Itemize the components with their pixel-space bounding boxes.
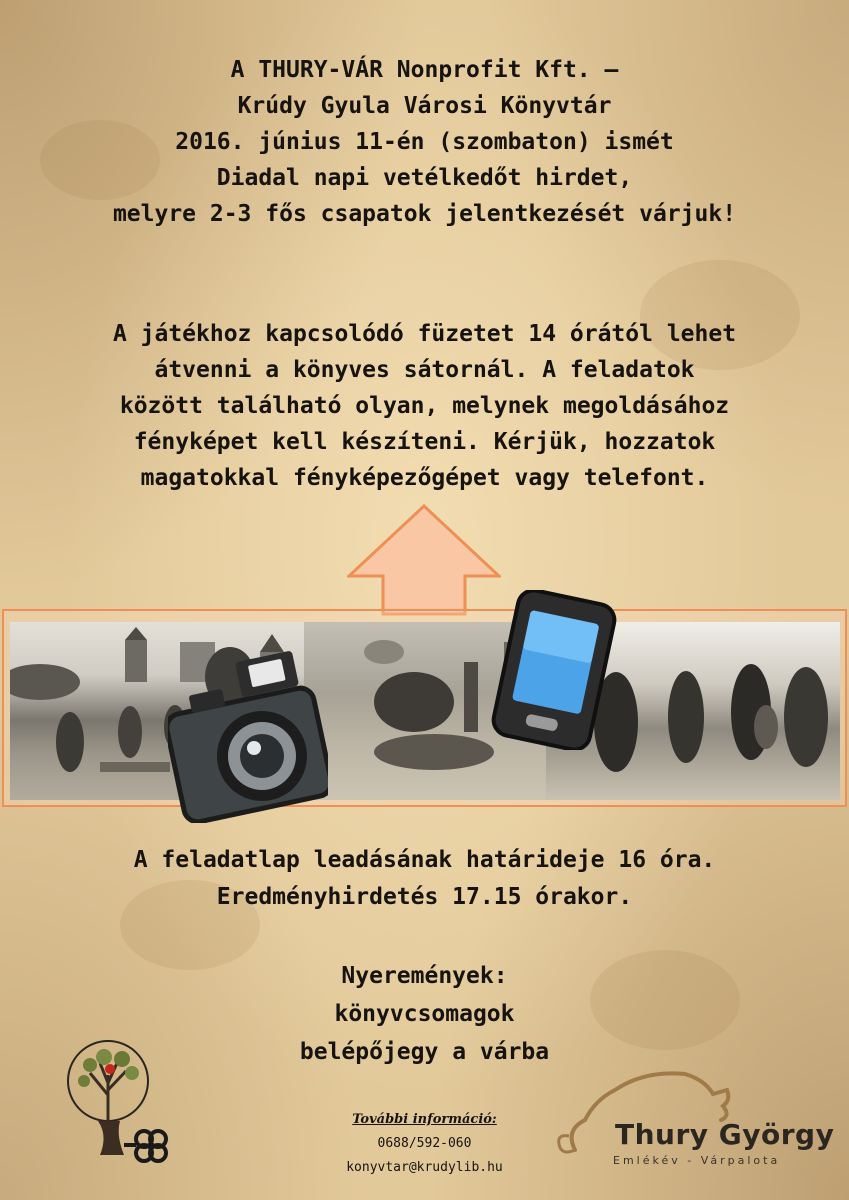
intro-line: A THURY-VÁR Nonprofit Kft. – xyxy=(230,57,619,83)
prize-item: könyvcsomagok xyxy=(334,1001,515,1027)
intro-line: melyre 2-3 fős csapatok jelentkezését várjuk! xyxy=(112,201,737,227)
contact-phone: 0688/592-060 xyxy=(377,1136,472,1151)
instructions-line: magatokkal fényképezőgépet vagy telefont. xyxy=(140,465,709,491)
instructions-line: között található olyan, melynek megoldásához xyxy=(119,393,730,419)
prize-item: belépőjegy a várba xyxy=(299,1039,550,1065)
instructions-line: fényképet kell készíteni. Kérjük, hozzatok xyxy=(133,429,716,455)
contact-email: konyvtar@krudylib.hu xyxy=(346,1160,503,1175)
deadline-text xyxy=(0,842,849,916)
phone-icon xyxy=(491,590,621,750)
intro-line: Krúdy Gyula Városi Könyvtár xyxy=(237,93,612,119)
library-tree-logo xyxy=(60,1035,170,1170)
intro-line: 2016. június 11-én (szombaton) ismét xyxy=(175,129,674,155)
deadline-line: A feladatlap leadásának határideje 16 óra. xyxy=(133,847,716,873)
contact-info xyxy=(270,1108,579,1180)
instructions-line: átvenni a könyves sátornál. A feladatok xyxy=(154,357,695,383)
instructions-text xyxy=(0,316,849,496)
thury-gyorgy-logo xyxy=(555,1060,835,1170)
arrow-up-icon xyxy=(347,504,501,616)
camera-icon xyxy=(168,648,328,823)
thury-subtitle: Emlékév - Várpalota xyxy=(613,1154,781,1167)
thury-name: Thury György xyxy=(615,1118,835,1151)
contact-title: További információ: xyxy=(352,1112,497,1127)
intro-text xyxy=(0,52,849,232)
instructions-line: A játékhoz kapcsolódó füzetet 14 órától lehet xyxy=(112,321,737,347)
photo-strip xyxy=(2,609,847,807)
prizes-heading: Nyeremények: xyxy=(341,963,508,989)
deadline-line: Eredményhirdetés 17.15 órakor. xyxy=(216,884,633,910)
intro-line: Diadal napi vetélkedőt hirdet, xyxy=(216,165,633,191)
